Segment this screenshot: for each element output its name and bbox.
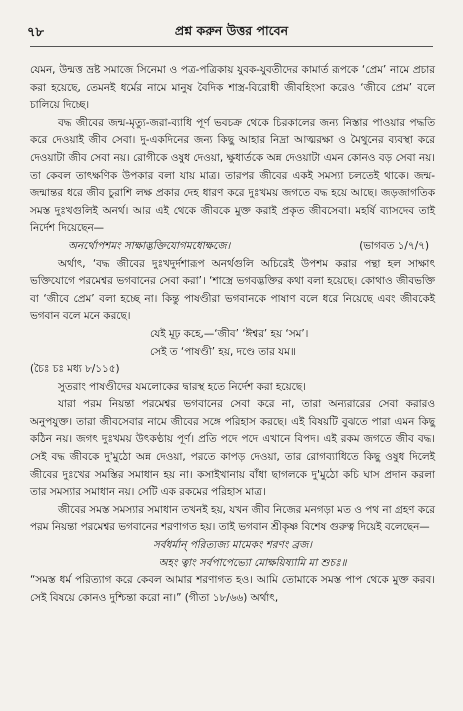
poem-line: সেই ত ‘পাষণ্ডী’ হয়, দণ্ডে তার যম॥	[150, 345, 296, 358]
poem-quote	[150, 326, 435, 361]
paragraph: সুতরাং পাষণ্ডীদের যমলোকের দ্বারস্থ হতে নির্দেশ করা হয়েছে।	[58, 380, 306, 393]
verse-text: অনর্থোপশমং সাক্ষাদ্ভক্তিযোগমধোক্ষজে।	[68, 239, 231, 252]
paragraph: জীবের সমস্ত সমস্যার সমাধান তখনই হয়, যখন জীব নিজের মনগড়া মত ও পথ না গ্রহণ করে পরম নিয়ন্তা পরমেশ্বর ভগবানের শরণাগত হয়। তাই ভগবান শ্রীকৃষ্ণ বিশেষ গুরুত্ব দিয়েই বলেছেন—	[30, 503, 435, 534]
shloka-line: সর্বধর্মান্ পরিত্যজ্য মামেকং শরণং ব্রজ।	[152, 539, 313, 552]
page-number: ৭৮	[27, 24, 44, 40]
page-header	[27, 22, 436, 44]
verse-quote	[30, 238, 435, 256]
poem-citation: (চৈঃ চঃ মধ্য ৮/১১৫)	[30, 363, 120, 376]
page-body	[30, 62, 435, 607]
verse-citation: (ভাগবত ১/৭/৭)	[359, 239, 429, 252]
header-divider	[30, 46, 433, 47]
paragraph: যেমন, উন্মত্ত ভ্রষ্ট সমাজে সিনেমা ও পত্র-পত্রিকায় যুবক-যুবতীদের কামার্ত রূপকে ‘প্রেম’ নামে প্রচার করা হয়েছে, তেমনই ধর্মের নামে মানুষ বৈদিক শাস্ত্র-বিরোধী জীবহিংসা করেও ‘জীবে প্রেম’ বলে চালিয়ে দিচ্ছে।	[30, 64, 435, 112]
paragraph: “সমস্ত ধর্ম পরিত্যাগ করে কেবল আমার শরণাগত হও। আমি তোমাকে সমস্ত পাপ থেকে মুক্ত করব। সেই বিষয়ে কোনও দুশ্চিন্তা করো না।” (গীতা ১৮/৬৬) অর্থাৎ,	[30, 574, 435, 604]
paragraph: বদ্ধ জীবের জন্ম-মৃত্যু-জরা-ব্যাধি পূর্ণ ভবচক্র থেকে চিরকালের জন্য নিস্তার পাওয়ার পদ্ধতি করে দেওয়াই জীব সেবা। দু-একদিনের জন্য কিছু আহার নিদ্রা আত্মরক্ষা ও মৈথুনের ব্যবস্থা করে দেওয়াটা জীব সেবা নয়। রোগীকে ওষুধ দেওয়া, ক্ষুধার্তকে অন্ন দেওয়াটা এমন কোনও বড় সেবা নয়। তা কেবল তাৎক্ষণিক উপকার বলা যায় মাত্র। তারপর জীবের একই সমস্যা চলতেই থাকে। জন্ম-জন্মান্তর ধরে জীব চুরাশি লক্ষ প্রকার দেহ ধারণ করে দুঃখময় জগতে বদ্ধ হয়ে আছে। জড়জাগতিক সমস্ত দুঃখগুলিই অনর্থ। আর এই থেকে জীবকে মুক্ত করাই প্রকৃত জীবসেবা। মহর্ষি ব্যাসদেব তাই নির্দেশ দিয়েছেন—	[30, 116, 435, 235]
gita-shloka	[30, 537, 435, 572]
paragraph: অর্থাৎ, ‘বদ্ধ জীবের দুঃখদুর্দশারূপ অনর্থগুলি অচিরেই উপশম করার পন্থা হল সাক্ষাৎ ভক্তিযোগে পরমেশ্বর ভগবানের সেবা করা’। ‘শাস্ত্রে ভগবদ্ভক্তির কথা বলা হয়েছে। কোথাও জীবভক্তি বা ‘জীবে প্রেম’ বলা হচ্ছে না। কিন্তু পাষণ্ডীরা ভগবানকে পাষাণ বলে ধরে নিয়েছে এবং জীবকেই ভগবান বলে মনে করছে।	[30, 257, 435, 323]
running-title: প্রশ্ন করুন উত্তর পাবেন	[174, 23, 289, 38]
poem-line: যেই মূঢ় কহে,—‘জীব’ ‘ঈশ্বর’ হয় ‘সম’।	[150, 327, 309, 340]
paragraph: যারা পরম নিয়ন্তা পরমেশ্বর ভগবানের সেবা করে না, তারা অন্যরারের সেবা করারও অনুপযুক্ত। তারা জীবসেবার নামে জীবের সঙ্গে পরিহাস করছে। এই বিষয়টি বুঝতে পারা এমন কিছু কঠিন নয়। জগৎ দুঃখময় উৎকণ্ঠায় পূর্ণ। প্রতি পদে পদে এখানে বিপদ। এই রকম জগতে জীব বদ্ধ। সেই বদ্ধ জীবকে দু'মুঠো অন্ন দেওয়া, পরতে কাপড় দেওয়া, তার রোগব্যাধিতে কিছু ওষুধ দিলেই জীবের দুঃখের সমস্তির সমাধান হয় না। কসাইখানায় বাঁধা ছাগলকে দু'মুঠো কচি ঘাস প্রদান করলা তার সমস্যার সমাধান নয়। সেটি এক রকমের পরিহাস মাত্র।	[30, 398, 435, 499]
shloka-line: অহং ত্বাং সর্বপাপেভ্যো মোক্ষয়িষ্যামি মা শুচঃ॥	[158, 556, 347, 569]
